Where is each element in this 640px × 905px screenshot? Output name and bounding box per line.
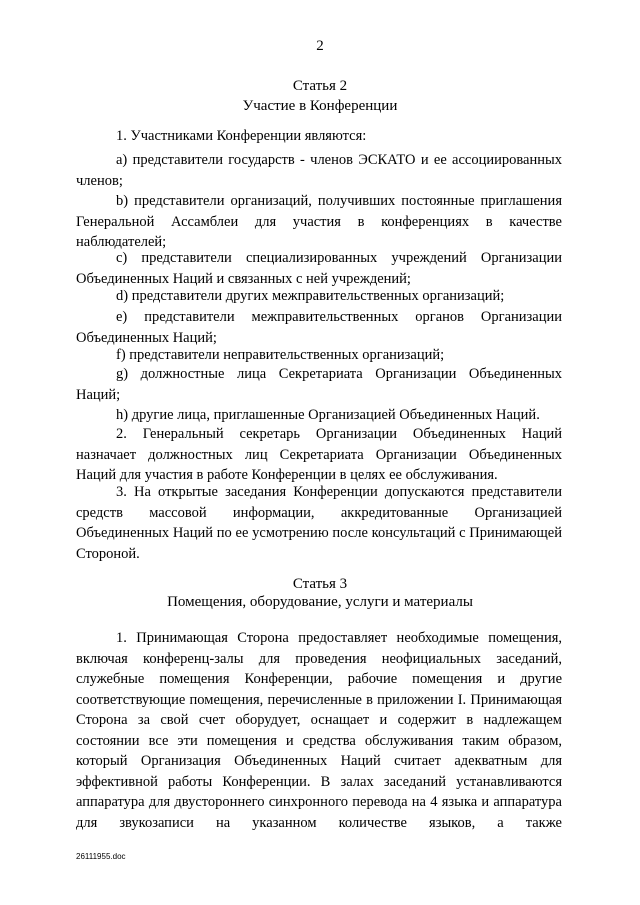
- article-2-item-g: g) должностные лица Секретариата Организации Объединенных Наций;: [76, 366, 562, 403]
- article-2-item-b: b) представители организаций, получивших постоянные приглашения Генеральной Ассамблеи для участия в конференциях в качестве наблюдателей;: [76, 193, 562, 250]
- article-2-item-h: h) другие лица, приглашенные Организацией Объединенных Наций.: [116, 407, 540, 423]
- article-2-paragraph-2: 2. Генеральный секретарь Организации Объединенных Наций назначает должностных лиц Секретариата Организации Объединенных Наций для участия в работе Конференции в целях ее обслуживания.: [76, 426, 562, 483]
- article-2-paragraph-3: 3. На открытые заседания Конференции допускаются представители средств массовой информации, аккредитованные Организацией Объединенных Наций по ее усмотрению после консультаций с Принимающей Стороной.: [76, 484, 562, 562]
- article-3-subtitle: Помещения, оборудование, услуги и материалы: [167, 594, 473, 610]
- article-2-item-d: d) представители других межправительственных организаций;: [116, 288, 505, 304]
- article-2-title: Статья 2: [292, 78, 348, 94]
- article-2-item-f: f) представители неправительственных организаций;: [116, 347, 445, 363]
- article-2-item-c: c) представители специализированных учреждений Организации Объединенных Наций и связанных с ней учреждений;: [76, 250, 562, 287]
- article-3-paragraph-1: 1. Принимающая Сторона предоставляет необходимые помещения, включая конференц-залы для проведения неофициальных заседаний, служебные помещения Конференции, рабочие помещения и другие соответствующие помещения, перечисленные в приложении I. Принимающая Сторона за свой счет оборудует, оснащает и содержит в надлежащем состоянии все эти помещения и средства обслуживания таким образом, который Организация Объединенных Наций считает адекватным для эффективной работы Конференции. В залах заседаний устанавливаются аппаратура для двустороннего синхронного перевода на 4 языка и аппаратура для звукозаписи на указанном количестве языков, а также: [76, 630, 562, 831]
- article-3-title: Статья 3: [292, 576, 348, 592]
- document-file-name: 26111955.doc: [76, 852, 126, 861]
- article-2-item-e: e) представители межправительственных органов Организации Объединенных Наций;: [76, 309, 562, 346]
- article-2-paragraph-1: 1. Участниками Конференции являются:: [116, 128, 367, 144]
- page-number: 2: [316, 38, 324, 54]
- article-2-item-a: a) представители государств - членов ЭСКАТО и ее ассоциированных членов;: [76, 152, 562, 189]
- article-2-subtitle: Участие в Конференции: [242, 98, 398, 114]
